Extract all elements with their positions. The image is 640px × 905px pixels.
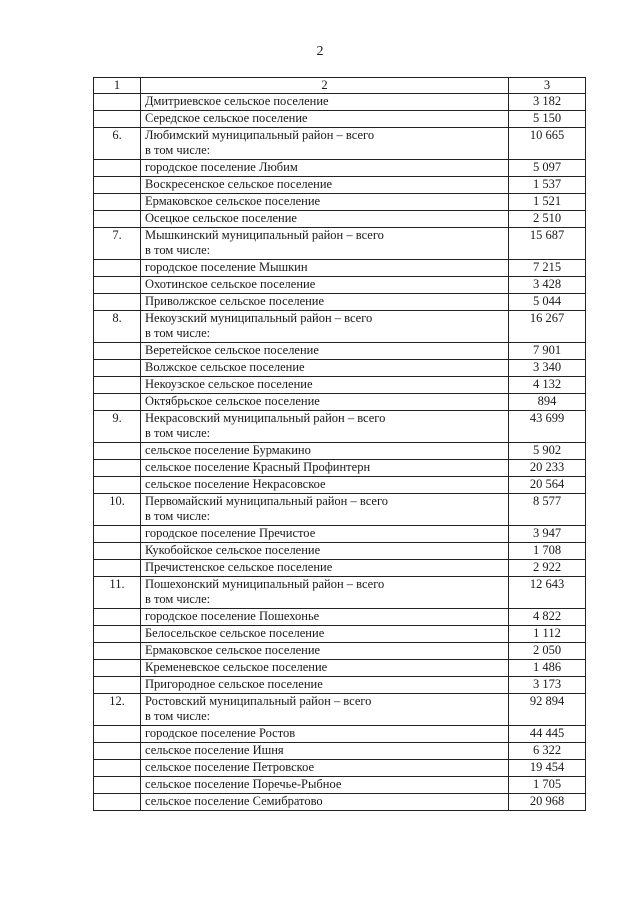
row-name: [141, 294, 509, 311]
row-name: [141, 277, 509, 294]
row-value: 16 267: [509, 311, 586, 343]
table-row: [94, 228, 586, 260]
row-name-line: Приволжское сельское поселение: [145, 294, 325, 308]
table-row: [94, 194, 586, 211]
row-number: [94, 743, 141, 760]
row-name-line: сельское поселение Семибратово: [145, 794, 323, 808]
row-name: [141, 494, 509, 526]
table-row: [94, 277, 586, 294]
table-row: [94, 626, 586, 643]
row-name: [141, 626, 509, 643]
row-value: 1 112: [509, 626, 586, 643]
table-body: [94, 78, 586, 811]
table-row: [94, 443, 586, 460]
row-name-line: Октябрьское сельское поселение: [145, 394, 320, 408]
table-row: [94, 460, 586, 477]
row-name: [141, 343, 509, 360]
table-row: [94, 777, 586, 794]
header-col-2: 2: [141, 78, 509, 94]
row-number: [94, 660, 141, 677]
row-number: [94, 360, 141, 377]
row-number: [94, 160, 141, 177]
row-number: [94, 760, 141, 777]
row-number: [94, 194, 141, 211]
table-row: [94, 394, 586, 411]
row-number: [94, 377, 141, 394]
row-name-line: Веретейское сельское поселение: [145, 343, 319, 357]
row-name: [141, 577, 509, 609]
table-row: [94, 360, 586, 377]
row-value: 7 215: [509, 260, 586, 277]
row-name: [141, 360, 509, 377]
row-name-line: Первомайский муниципальный район – всего: [145, 494, 389, 508]
row-name-line: Дмитриевское сельское поселение: [145, 94, 329, 108]
row-value: 3 428: [509, 277, 586, 294]
row-name-subline: в том числе:: [145, 326, 211, 340]
row-number: [94, 460, 141, 477]
row-name: [141, 160, 509, 177]
row-name-line: Некоузское сельское поселение: [145, 377, 313, 391]
header-col-1: 1: [94, 78, 141, 94]
table-row: [94, 128, 586, 160]
table-row: [94, 160, 586, 177]
row-value: 1 708: [509, 543, 586, 560]
row-value: 44 445: [509, 726, 586, 743]
row-name: [141, 94, 509, 111]
row-name-subline: в том числе:: [145, 426, 211, 440]
row-name-line: Кукобойское сельское поселение: [145, 543, 321, 557]
row-name-line: городское поселение Любим: [145, 160, 298, 174]
population-table: [93, 77, 586, 811]
row-value: 92 894: [509, 694, 586, 726]
row-name: [141, 526, 509, 543]
row-value: 20 233: [509, 460, 586, 477]
row-number: [94, 726, 141, 743]
row-name: [141, 111, 509, 128]
row-number: 8.: [94, 311, 141, 343]
row-name-line: сельское поселение Некрасовское: [145, 477, 326, 491]
table-row: [94, 577, 586, 609]
row-name: [141, 443, 509, 460]
table-row: [94, 677, 586, 694]
row-name-subline: в том числе:: [145, 243, 211, 257]
table-row: [94, 260, 586, 277]
row-name: [141, 543, 509, 560]
header-col-3: 3: [509, 78, 586, 94]
row-name-line: Ермаковское сельское поселение: [145, 643, 321, 657]
row-name-line: сельское поселение Красный Профинтерн: [145, 460, 371, 474]
row-value: 7 901: [509, 343, 586, 360]
table-row: [94, 411, 586, 443]
row-number: [94, 777, 141, 794]
row-name: [141, 177, 509, 194]
row-name-subline: в том числе:: [145, 592, 211, 606]
row-value: 1 486: [509, 660, 586, 677]
row-name: [141, 228, 509, 260]
row-value: 3 947: [509, 526, 586, 543]
row-number: 11.: [94, 577, 141, 609]
row-value: 5 150: [509, 111, 586, 128]
row-number: 9.: [94, 411, 141, 443]
row-number: [94, 394, 141, 411]
row-value: 4 822: [509, 609, 586, 626]
row-name-line: Волжское сельское поселение: [145, 360, 305, 374]
row-name-line: Середское сельское поселение: [145, 111, 308, 125]
row-name: [141, 311, 509, 343]
row-name-line: сельское поселение Бурмакино: [145, 443, 311, 457]
row-name-line: Ростовский муниципальный район – всего: [145, 694, 372, 708]
row-name: [141, 211, 509, 228]
row-value: 894: [509, 394, 586, 411]
table-row: [94, 311, 586, 343]
row-name-subline: в том числе:: [145, 709, 211, 723]
row-name: [141, 777, 509, 794]
row-name-line: городское поселение Пречистое: [145, 526, 316, 540]
table-row: [94, 560, 586, 577]
row-value: 5 044: [509, 294, 586, 311]
row-value: 5 902: [509, 443, 586, 460]
row-name-line: Пречистенское сельское поселение: [145, 560, 333, 574]
row-number: [94, 443, 141, 460]
table-row: [94, 177, 586, 194]
row-value: 43 699: [509, 411, 586, 443]
row-value: 12 643: [509, 577, 586, 609]
row-name: [141, 377, 509, 394]
row-value: 1 705: [509, 777, 586, 794]
row-value: 4 132: [509, 377, 586, 394]
row-name-line: Охотинское сельское поселение: [145, 277, 316, 291]
row-name-line: Воскресенское сельское поселение: [145, 177, 333, 191]
row-name-line: Белосельское сельское поселение: [145, 626, 325, 640]
row-value: 20 564: [509, 477, 586, 494]
row-value: 1 537: [509, 177, 586, 194]
row-value: 5 097: [509, 160, 586, 177]
row-value: 15 687: [509, 228, 586, 260]
row-name-line: сельское поселение Петровское: [145, 760, 315, 774]
row-number: 7.: [94, 228, 141, 260]
row-value: 2 510: [509, 211, 586, 228]
row-value: 2 922: [509, 560, 586, 577]
table-row: [94, 794, 586, 811]
row-name-subline: в том числе:: [145, 509, 211, 523]
row-name: [141, 694, 509, 726]
row-name: [141, 260, 509, 277]
row-number: 10.: [94, 494, 141, 526]
row-number: 6.: [94, 128, 141, 160]
table-row: [94, 543, 586, 560]
row-name-line: Любимский муниципальный район – всего: [145, 128, 375, 142]
row-name-line: Кременевское сельское поселение: [145, 660, 328, 674]
table-row: [94, 377, 586, 394]
row-name: [141, 726, 509, 743]
page-number: 2: [316, 44, 324, 59]
row-number: [94, 260, 141, 277]
table-header-row: [94, 78, 586, 94]
row-name: [141, 560, 509, 577]
table-row: [94, 111, 586, 128]
row-number: [94, 343, 141, 360]
row-name: [141, 677, 509, 694]
row-number: [94, 560, 141, 577]
row-number: [94, 111, 141, 128]
row-number: 12.: [94, 694, 141, 726]
row-name: [141, 660, 509, 677]
row-name-line: городское поселение Пошехонье: [145, 609, 320, 623]
table-row: [94, 743, 586, 760]
row-name-line: Некоузский муниципальный район – всего: [145, 311, 373, 325]
row-name-line: сельское поселение Ишня: [145, 743, 284, 757]
row-name: [141, 460, 509, 477]
row-name: [141, 609, 509, 626]
row-number: [94, 94, 141, 111]
row-number: [94, 211, 141, 228]
table-row: [94, 477, 586, 494]
row-name: [141, 760, 509, 777]
row-name-line: городское поселение Ростов: [145, 726, 296, 740]
row-value: 1 521: [509, 194, 586, 211]
row-name: [141, 411, 509, 443]
row-value: 3 182: [509, 94, 586, 111]
row-name-line: Пригородное сельское поселение: [145, 677, 323, 691]
row-number: [94, 626, 141, 643]
row-name: [141, 794, 509, 811]
row-number: [94, 609, 141, 626]
row-value: 3 173: [509, 677, 586, 694]
row-number: [94, 643, 141, 660]
row-number: [94, 294, 141, 311]
table-row: [94, 609, 586, 626]
row-name-line: Ермаковское сельское поселение: [145, 194, 321, 208]
table-row: [94, 694, 586, 726]
row-name: [141, 394, 509, 411]
row-number: [94, 526, 141, 543]
row-name: [141, 743, 509, 760]
row-name-subline: в том числе:: [145, 143, 211, 157]
row-number: [94, 543, 141, 560]
row-name-line: сельское поселение Поречье-Рыбное: [145, 777, 342, 791]
row-number: [94, 794, 141, 811]
row-value: 19 454: [509, 760, 586, 777]
row-value: 6 322: [509, 743, 586, 760]
table-row: [94, 526, 586, 543]
row-name: [141, 643, 509, 660]
row-name: [141, 477, 509, 494]
row-name: [141, 128, 509, 160]
row-value: 8 577: [509, 494, 586, 526]
table-row: [94, 494, 586, 526]
row-value: 10 665: [509, 128, 586, 160]
row-value: 3 340: [509, 360, 586, 377]
row-name-line: Мышкинский муниципальный район – всего: [145, 228, 384, 242]
row-number: [94, 477, 141, 494]
row-number: [94, 277, 141, 294]
row-name: [141, 194, 509, 211]
row-number: [94, 677, 141, 694]
row-number: [94, 177, 141, 194]
table-row: [94, 94, 586, 111]
row-value: 20 968: [509, 794, 586, 811]
row-name-line: Пошехонский муниципальный район – всего: [145, 577, 385, 591]
table-row: [94, 726, 586, 743]
row-value: 2 050: [509, 643, 586, 660]
table-row: [94, 660, 586, 677]
row-name-line: Некрасовский муниципальный район – всего: [145, 411, 386, 425]
table-row: [94, 211, 586, 228]
row-name-line: Осецкое сельское поселение: [145, 211, 297, 225]
table-row: [94, 643, 586, 660]
table-row: [94, 343, 586, 360]
row-name-line: городское поселение Мышкин: [145, 260, 308, 274]
table-row: [94, 760, 586, 777]
table-row: [94, 294, 586, 311]
